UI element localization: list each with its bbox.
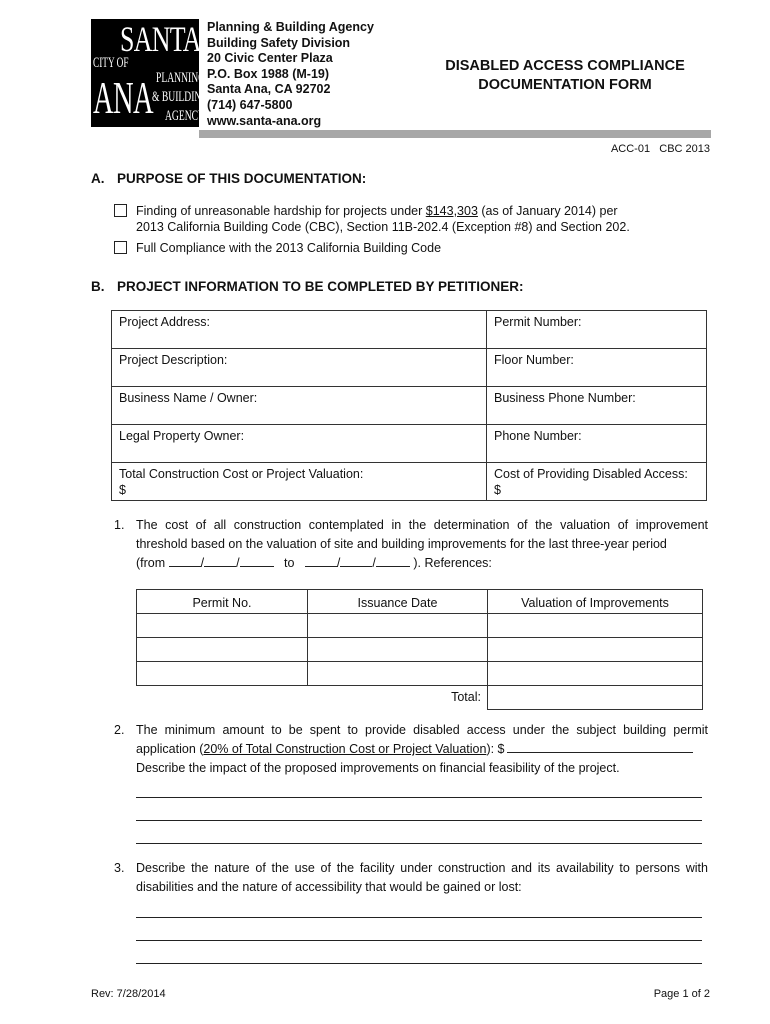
agency-city: Santa Ana, CA 92702 xyxy=(207,82,331,97)
total-cost-field[interactable] xyxy=(112,463,487,501)
valuation-cell[interactable] xyxy=(488,614,703,638)
table-header-row xyxy=(137,590,703,614)
hardship-option-line2: 2013 California Building Code (CBC), Section 11B-202.4 (Exception #8) and Section 202. xyxy=(136,220,630,234)
section-a-title: PURPOSE OF THIS DOCUMENTATION: xyxy=(117,171,367,186)
item-2-text-pre: The minimum amount to be spent to provide disabled access under the subject building permit application ( xyxy=(136,723,708,756)
table-row xyxy=(137,662,703,686)
table-row xyxy=(112,463,707,501)
permit-no-cell[interactable] xyxy=(137,614,308,638)
full-compliance-option-text: Full Compliance with the 2013 California Building Code xyxy=(136,241,442,255)
project-description-label: Project Description: xyxy=(119,353,228,367)
item-2-number: 2. xyxy=(114,723,125,737)
page-number: Page 1 of 2 xyxy=(653,988,710,1000)
total-valuation-cell[interactable] xyxy=(488,686,703,710)
section-b-heading xyxy=(91,279,524,294)
legal-owner-label: Legal Property Owner: xyxy=(119,429,245,443)
permit-number-label: Permit Number: xyxy=(494,315,582,329)
hardship-checkbox[interactable] xyxy=(114,204,127,217)
logo-text-ana: ANA xyxy=(93,72,153,123)
permit-number-field[interactable] xyxy=(487,311,707,349)
city-logo xyxy=(91,19,209,127)
hardship-option-post: (as of January 2014) per xyxy=(477,204,618,218)
table-row xyxy=(137,686,703,710)
project-description-field[interactable] xyxy=(112,349,487,387)
agency-name: Planning & Building Agency xyxy=(207,20,374,34)
access-cost-field[interactable] xyxy=(487,463,707,501)
section-b-letter: B. xyxy=(91,279,105,294)
table-row xyxy=(112,349,707,387)
logo-text-santa: SANTA xyxy=(120,19,201,59)
permits-table xyxy=(136,589,703,710)
agency-phone: (714) 647-5800 xyxy=(207,97,293,112)
agency-street: 20 Civic Center Plaza xyxy=(207,51,333,66)
business-phone-label: Business Phone Number: xyxy=(494,391,636,405)
form-title-line2: DOCUMENTATION FORM xyxy=(478,77,652,93)
total-cost-dollar: $ xyxy=(119,483,126,497)
business-name-label: Business Name / Owner: xyxy=(119,391,258,405)
header-divider-bar xyxy=(199,130,711,138)
full-compliance-checkbox[interactable] xyxy=(114,241,127,254)
logo-text-planning: PLANNING xyxy=(156,70,206,86)
header-issuance-date: Issuance Date xyxy=(308,590,488,614)
valuation-cell[interactable] xyxy=(488,638,703,662)
logo-text-building: & BUILDING xyxy=(152,89,209,105)
project-address-label: Project Address: xyxy=(119,315,211,329)
hardship-option-pre: Finding of unreasonable hardship for projects under xyxy=(136,204,426,218)
revision-date: Rev: 7/28/2014 xyxy=(91,988,166,1000)
answer-line[interactable] xyxy=(136,940,702,941)
answer-line[interactable] xyxy=(136,917,702,918)
answer-line[interactable] xyxy=(136,963,702,964)
document-code: ACC-01 CBC 2013 xyxy=(610,143,710,155)
phone-number-label: Phone Number: xyxy=(494,429,582,443)
business-phone-field[interactable] xyxy=(487,387,707,425)
item-3-text: Describe the nature of the use of the facility under construction and its availability to persons with disabilities and the nature of accessibility that would be gained or lost: xyxy=(136,861,708,894)
project-info-table xyxy=(111,310,707,501)
item-1 xyxy=(114,516,708,573)
from-month-blank[interactable] xyxy=(169,555,201,567)
date-slash: / xyxy=(200,556,205,570)
agency-website: www.santa-ana.org xyxy=(207,113,322,128)
to-year-blank[interactable] xyxy=(376,555,410,567)
item-1-number: 1. xyxy=(114,518,125,532)
table-row xyxy=(137,638,703,662)
table-row xyxy=(112,387,707,425)
answer-line[interactable] xyxy=(136,843,702,844)
issuance-date-cell[interactable] xyxy=(308,662,488,686)
form-title-line1: DISABLED ACCESS COMPLIANCE xyxy=(445,58,685,74)
permit-no-cell[interactable] xyxy=(137,638,308,662)
project-address-field[interactable] xyxy=(112,311,487,349)
to-month-blank[interactable] xyxy=(305,555,337,567)
item-2 xyxy=(114,721,708,778)
to-day-blank[interactable] xyxy=(340,555,372,567)
table-row xyxy=(112,311,707,349)
minimum-amount-blank[interactable] xyxy=(507,741,693,753)
item-1-from: (from xyxy=(136,556,166,570)
floor-number-label: Floor Number: xyxy=(494,353,574,367)
business-name-field[interactable] xyxy=(112,387,487,425)
item-1-to: to xyxy=(284,556,295,570)
issuance-date-cell[interactable] xyxy=(308,638,488,662)
logo-text-agency: AGENCY xyxy=(165,108,205,124)
agency-division: Building Safety Division xyxy=(207,35,351,50)
date-slash: / xyxy=(336,556,341,570)
answer-line[interactable] xyxy=(136,820,702,821)
section-a-letter: A. xyxy=(91,171,105,186)
item-3-number: 3. xyxy=(114,861,125,875)
floor-number-field[interactable] xyxy=(487,349,707,387)
access-cost-dollar: $ xyxy=(494,483,501,497)
date-slash: / xyxy=(236,556,240,570)
permit-no-cell[interactable] xyxy=(137,662,308,686)
item-1-text: The cost of all construction contemplated in the determination of the valuation of improvement threshold based on the valuation of site and building improvements for the last three-year period xyxy=(136,518,708,551)
phone-number-field[interactable] xyxy=(487,425,707,463)
legal-owner-field[interactable] xyxy=(112,425,487,463)
total-label: Total: xyxy=(451,690,481,704)
header-permit-no: Permit No. xyxy=(137,590,308,614)
table-row xyxy=(112,425,707,463)
section-a-heading xyxy=(91,171,366,186)
access-cost-label: Cost of Providing Disabled Access: xyxy=(494,467,688,481)
header-valuation: Valuation of Improvements xyxy=(488,590,703,614)
item-1-references: ). References: xyxy=(413,556,492,570)
item-3 xyxy=(114,859,708,897)
issuance-date-cell[interactable] xyxy=(308,614,488,638)
from-year-blank[interactable] xyxy=(240,555,274,567)
item-2-line2: Describe the impact of the proposed improvements on financial feasibility of the project. xyxy=(136,761,620,775)
hardship-option-text xyxy=(136,203,630,235)
date-slash: / xyxy=(372,556,376,570)
valuation-cell[interactable] xyxy=(488,662,703,686)
total-cost-label: Total Construction Cost or Project Valuation: xyxy=(119,467,364,481)
from-day-blank[interactable] xyxy=(204,555,236,567)
table-row xyxy=(137,614,703,638)
logo-text-city-of: CITY OF xyxy=(93,55,129,71)
agency-address-block xyxy=(207,20,374,129)
answer-line[interactable] xyxy=(136,797,702,798)
item-2-underlined: 20% of Total Construction Cost or Project Valuation xyxy=(203,742,487,756)
item-2-text-post: ): $ xyxy=(486,742,505,756)
agency-po-box: P.O. Box 1988 (M-19) xyxy=(207,66,330,81)
hardship-option-amount: $143,303 xyxy=(425,204,478,218)
section-b-title: PROJECT INFORMATION TO BE COMPLETED BY PETITIONER: xyxy=(117,279,524,294)
form-title xyxy=(400,57,730,95)
